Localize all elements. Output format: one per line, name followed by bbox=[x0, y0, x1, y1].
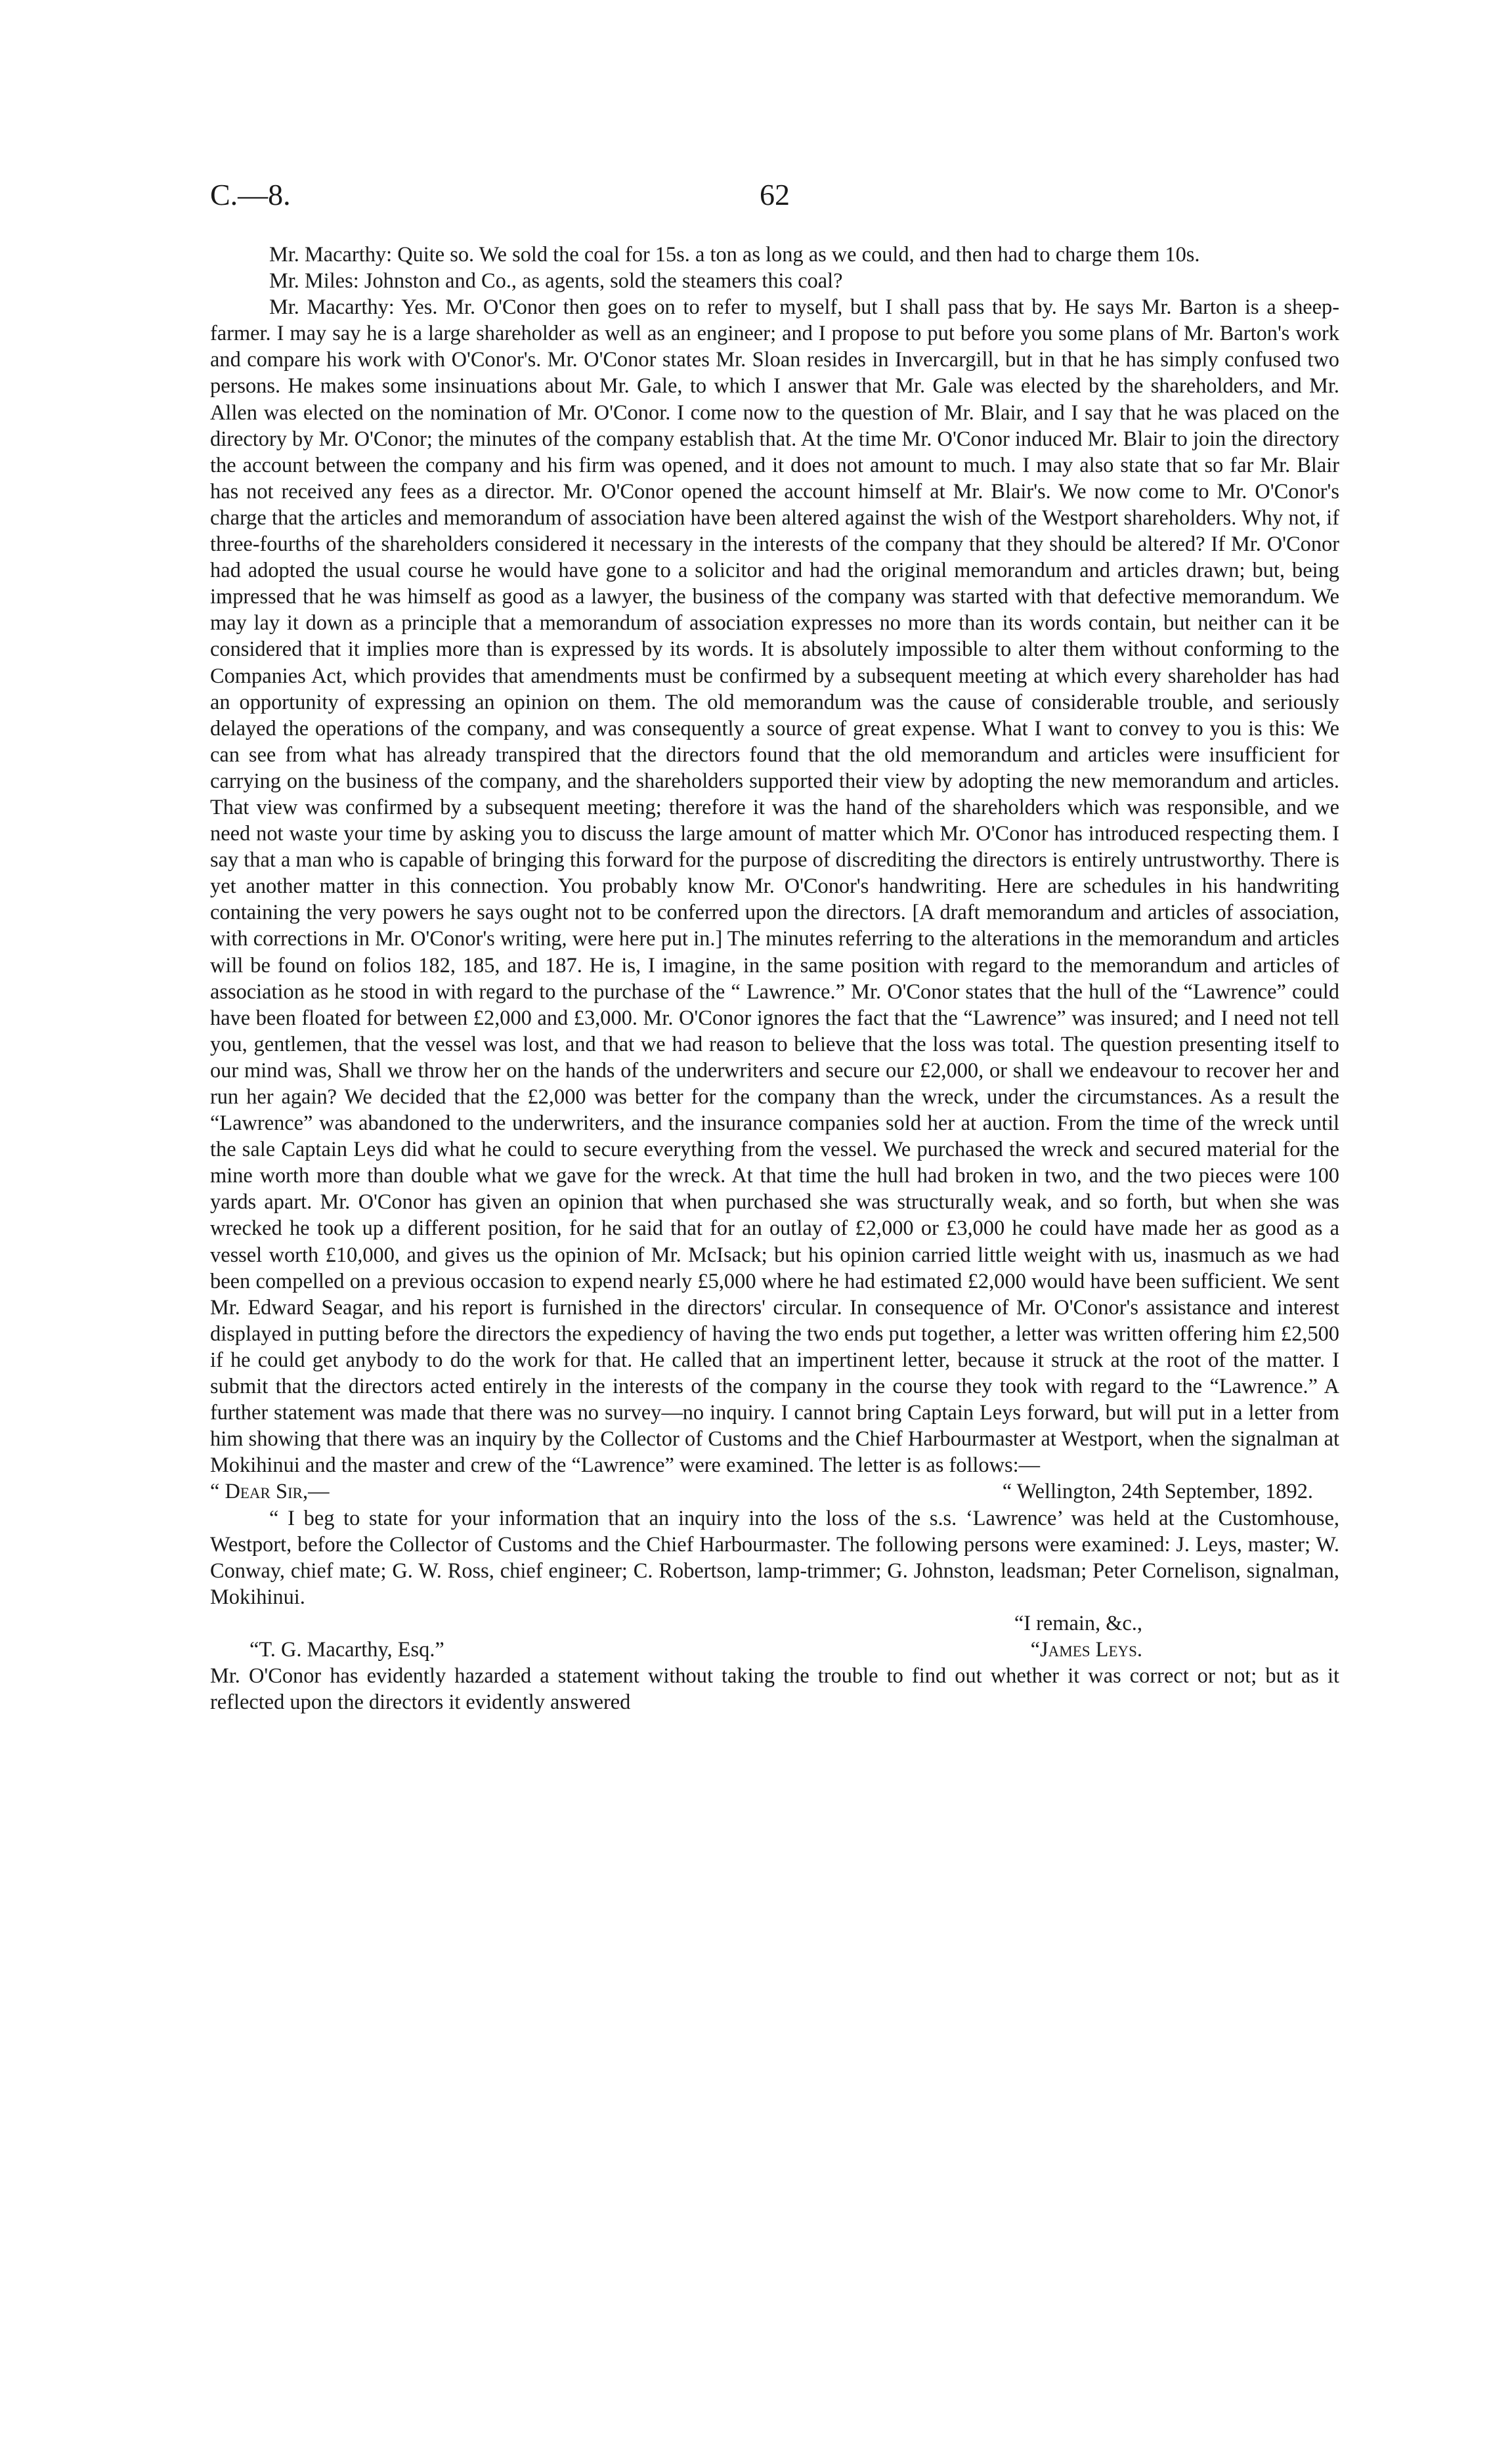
letter-dateline: “ Wellington, 24th September, 1892. bbox=[1002, 1480, 1313, 1504]
document-body bbox=[210, 242, 1339, 1715]
letter-salutation: “ Dear Sir,— bbox=[210, 1480, 330, 1504]
letter-heading bbox=[210, 1478, 1339, 1505]
paragraph-miles-question: Mr. Miles: Johnston and Co., as agents, sold the steamers this coal? bbox=[269, 269, 843, 293]
letter-closing-row bbox=[210, 1610, 1339, 1637]
paragraph-closing: Mr. O'Conor has evidently hazarded a statement without taking the trouble to find out whether it was correct or not; but as it reflected upon the directors it evidently answered bbox=[210, 1664, 1339, 1715]
paragraph-macarthy-statement: Mr. Macarthy: Yes. Mr. O'Conor then goes on to refer to myself, but I shall pass that by. He says Mr. Barton is a sheep-farmer. I may say he is a large shareholder as well as an engineer; and I propose to put before you some plans of Mr. Barton's work and compare his work with O'Conor's. Mr. O'Conor states Mr. Sloan resides in Invercargill, but in that he has simply confused two persons. He makes some insinuations about Mr. Gale, to which I answer that Mr. Gale was elected by the shareholders, and Mr. Allen was elected on the nomination of Mr. O'Conor. I come now to the question of Mr. Blair, and I say that he was placed on the directory by Mr. O'Conor; the minutes of the company establish that. At the time Mr. O'Conor induced Mr. Blair to join the directory the account between the company and his firm was opened, and it does not amount to much. I may also state that so far Mr. Blair has not received any fees as a director. Mr. O'Conor opened the account himself at Mr. Blair's. We now come to Mr. O'Conor's charge that the articles and memorandum of association have been altered against the wish of the Westport shareholders. Why not, if three-fourths of the shareholders considered it necessary in the interests of the company that they should be altered? If Mr. O'Conor had adopted the usual course he would have gone to a solicitor and had the original memorandum and articles drawn; but, being impressed that he was himself as good as a lawyer, the business of the company was started with that defective memorandum. We may lay it down as a principle that a memorandum of association expresses no more than its words contain, but neither can it be considered that it implies more than is expressed by its words. It is absolutely impossible to alter them without conforming to the Companies Act, which provides that amendments must be confirmed by a subsequent meeting at which every shareholder has had an opportunity of expressing an opinion on them. The old memorandum was the cause of considerable trouble, and seriously delayed the operations of the company, and was consequently a source of great expense. What I want to convey to you is this: We can see from what has already transpired that the directors found that the old memorandum and articles were insufficient for carrying on the business of the company, and the shareholders supported their view by adopting the new memorandum and articles. That view was confirmed by a subsequent meeting; therefore it was the hand of the shareholders which was responsible, and we need not waste your time by asking you to discuss the large amount of matter which Mr. O'Conor has introduced respecting them. I say that a man who is capable of bringing this forward for the purpose of discrediting the directors is entirely untrustworthy. There is yet another matter in this connection. You probably know Mr. O'Conor's handwriting. Here are schedules in his handwriting containing the very powers he says ought not to be conferred upon the directors. [A draft memorandum and articles of association, with corrections in Mr. O'Conor's writing, were here put in.] The minutes referring to the alterations in the memorandum and articles will be found on folios 182, 185, and 187. He is, I imagine, in the same position with regard to the memorandum and articles of association as he stood in with regard to the purchase of the “ Lawrence.” Mr. O'Conor states that the hull of the “Lawrence” could have been floated for between £2,000 and £3,000. Mr. O'Conor ignores the fact that the “Lawrence” was insured; and I need not tell you, gentlemen, that the vessel was lost, and that we had reason to believe that the loss was total. The question presenting itself to our mind was, Shall we throw her on the hands of the underwriters and secure our £2,000, or shall we endeavour to recover her and run her again? We decided that the £2,000 was better for the company than the wreck, under the circumstances. As a result the “Lawrence” was abandoned to the underwriters, and the insurance companies sold her at auction. From the time of the wreck until the sale Captain Leys did what he could to secure everything from the vessel. We purchased the wreck and secured material for the mine worth more than double what we gave for the wreck. At that time the hull had broken in two, and the two pieces were 100 yards apart. Mr. O'Conor has given an opinion that when purchased she was structurally weak, and so forth, but when she was wrecked he took up a different position, for he said that for an outlay of £2,000 or £3,000 he could have made her as good as a vessel worth £10,000, and gives us the opinion of Mr. McIsack; but his opinion carried little weight with us, inasmuch as we had been compelled on a previous occasion to expend nearly £5,000 where he had estimated £2,000 would have been sufficient. We sent Mr. Edward Seagar, and his report is furnished in the directors' circular. In consequence of Mr. O'Conor's assistance and interest displayed in putting before the directors the expediency of having the two ends put together, a letter was written offering him £2,500 if he could get anybody to do the work for that. He called that an impertinent letter, because it struck at the root of the matter. I submit that the directors acted entirely in the interests of the company in the course they took with regard to the “Lawrence.” A further statement was made that there was no survey—no inquiry. I cannot bring Captain Leys forward, but will put in a letter from him showing that there was an inquiry by the Collector of Customs and the Chief Harbourmaster at Westport, when the signalman at Mokihinui and the master and crew of the “Lawrence” were examined. The letter is as follows:— bbox=[210, 295, 1339, 1478]
letter-signature: “James Leys. bbox=[1030, 1637, 1142, 1662]
letter-addressee: “T. G. Macarthy, Esq.” bbox=[249, 1637, 444, 1662]
letter-body: “ I beg to state for your information that an inquiry into the loss of the s.s. ‘Lawrence’ was held at the Customhouse, Westport, before the Collector of Customs and the Chief Harbourmaster. The following persons were examined: J. Leys, master; W. Conway, chief mate; G. W. Ross, chief engineer; C. Robertson, lamp-trimmer; G. Johnston, leadsman; Peter Cornelison, signalman, Mokihinui. bbox=[210, 1506, 1339, 1609]
letter-closing: “I remain, &c., bbox=[1014, 1611, 1142, 1635]
page-header bbox=[210, 177, 1339, 217]
letter-signoff bbox=[210, 1637, 1339, 1663]
page-number: 62 bbox=[760, 178, 790, 211]
document-reference: C.—8. bbox=[210, 178, 291, 211]
paragraph-macarthy-coal: Mr. Macarthy: Quite so. We sold the coal for 15s. a ton as long as we could, and then had to charge them 10s. bbox=[269, 243, 1200, 267]
